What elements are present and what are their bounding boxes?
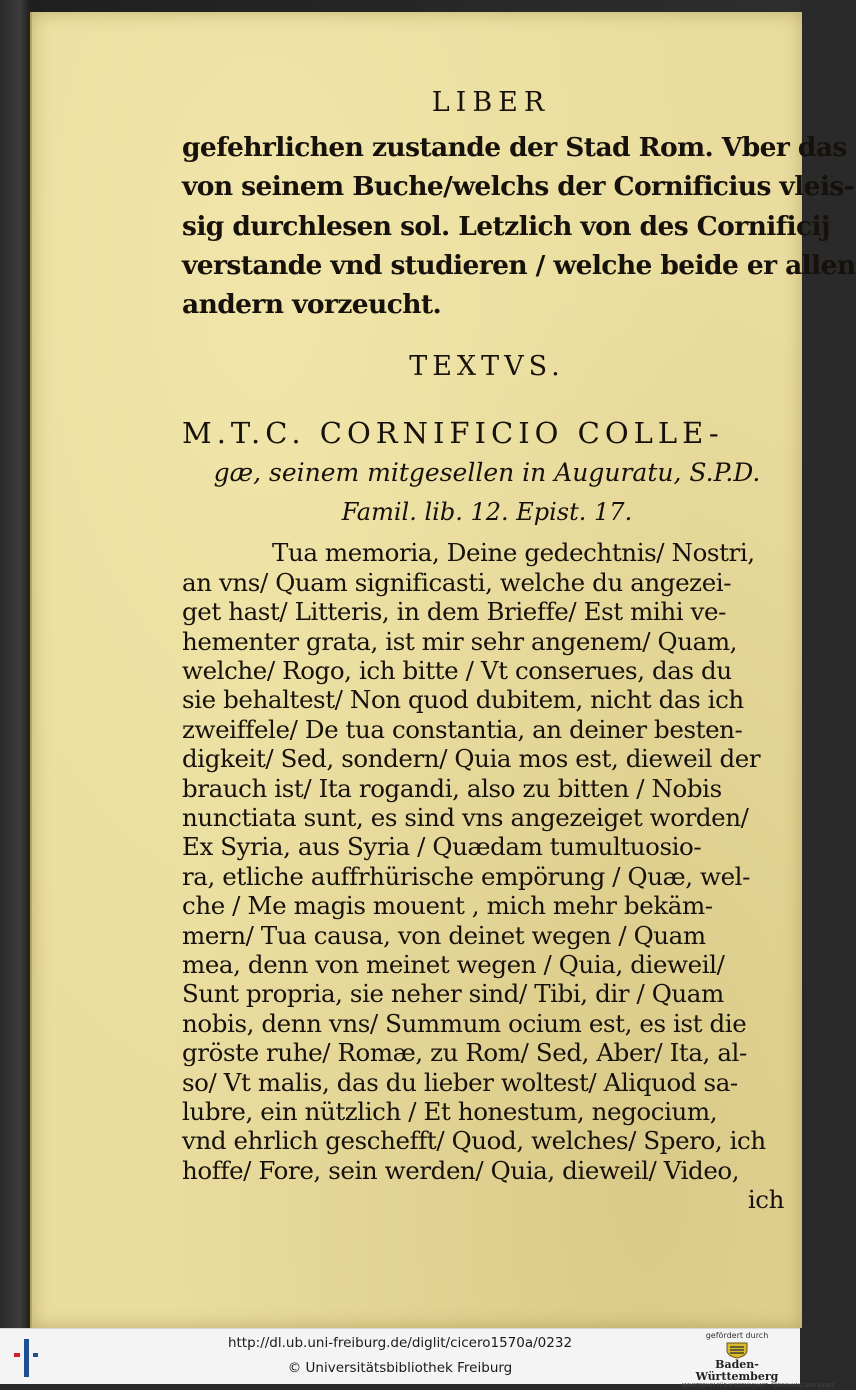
sponsor-badge bbox=[682, 1331, 835, 1389]
body-line: hementer grata, ist mir sehr angenem/ Quam, bbox=[182, 626, 738, 656]
permalink-url[interactable]: http://dl.ub.uni-freiburg.de/diglit/cicero1570a/0232 bbox=[227, 1335, 573, 1351]
intro-line: sig durchlesen sol. Letzlich von des Cornificij bbox=[182, 210, 830, 242]
intro-paragraph bbox=[182, 128, 856, 324]
body-line: digkeit/ Sed, sondern/ Quia mos est, dieweil der bbox=[182, 744, 761, 774]
body-line: get hast/ Litteris, in dem Brieffe/ Est mihi ve- bbox=[182, 597, 726, 627]
body-line: brauch ist/ Ita rogandi, also zu bitten / Nobis bbox=[182, 773, 722, 803]
sponsor-name: Baden-Württemberg bbox=[695, 1358, 779, 1383]
salutation-line-3: Famil. lib. 12. Epist. 17. bbox=[341, 498, 633, 527]
sponsor-ministry: MINISTERIUM FÜR WISSENSCHAFT, FORSCHUNG UND KUNST bbox=[682, 1383, 835, 1389]
section-heading: TEXTVS. bbox=[409, 351, 565, 383]
salutation-line-1: M.T.C. CORNIFICIO COLLE- bbox=[182, 416, 724, 451]
letter-body bbox=[182, 538, 792, 1214]
body-line: welche/ Rogo, ich bitte / Vt conserues, das du bbox=[182, 656, 732, 686]
catchword: ich bbox=[747, 1185, 784, 1215]
intro-line: verstande vnd studieren / welche beide er allen bbox=[182, 249, 856, 281]
body-line: Sunt propria, sie neher sind/ Tibi, dir / Quam bbox=[182, 979, 724, 1009]
page-text bbox=[182, 84, 856, 1215]
body-line: nobis, denn vns/ Summum ocium est, es ist die bbox=[182, 1008, 747, 1038]
sponsor-label: gefördert durch bbox=[705, 1331, 769, 1340]
body-line: lubre, ein nützlich / Et honestum, negocium, bbox=[182, 1096, 718, 1126]
body-line: so/ Vt malis, das du lieber woltest/ Aliquod sa- bbox=[182, 1067, 738, 1097]
body-line: zweiffele/ De tua constantia, an deiner besten- bbox=[182, 714, 743, 744]
body-line: nunctiata sunt, es sind vns angezeiget worden/ bbox=[182, 803, 749, 832]
intro-line: gefehrlichen zustande der Stad Rom. Vber das bbox=[182, 132, 847, 163]
body-line: vnd ehrlich geschefft/ Quod, welches/ Spero, ich bbox=[182, 1126, 766, 1156]
state-crest-icon bbox=[724, 1341, 750, 1359]
viewer-footer bbox=[0, 1328, 835, 1389]
copyright-notice: © Universitätsbibliothek Freiburg bbox=[287, 1360, 513, 1376]
intro-line: andern vorzeucht. bbox=[182, 289, 442, 321]
running-head: LIBER bbox=[431, 87, 551, 118]
body-line: mea, denn von meinet wegen / Quia, dieweil/ bbox=[182, 949, 725, 979]
body-line: mern/ Tua causa, von deinet wegen / Quam bbox=[182, 920, 706, 950]
body-line: an vns/ Quam significasti, welche du angezei- bbox=[182, 567, 732, 597]
body-line: che / Me magis mouent , mich mehr bekäm- bbox=[182, 891, 713, 921]
body-line: ra, etliche auffrhürische empörung / Quæ, wel- bbox=[182, 861, 750, 891]
body-line: gröste ruhe/ Romæ, zu Rom/ Sed, Aber/ Ita, al- bbox=[182, 1038, 747, 1068]
intro-line: von seinem Buche/welchs der Cornificius vleis- bbox=[182, 171, 855, 203]
body-line: Tua memoria, Deine gedechtnis/ Nostri, bbox=[272, 538, 755, 568]
body-line: hoffe/ Fore, sein werden/ Quia, dieweil/ Video, bbox=[182, 1155, 740, 1185]
salutation-line-2: gæ, seinem mitgesellen in Auguratu, S.P.D. bbox=[213, 458, 761, 488]
body-line: sie behaltest/ Non quod dubitem, nicht das ich bbox=[182, 685, 744, 715]
body-line: Ex Syria, aus Syria / Quædam tumultuosio- bbox=[182, 832, 702, 862]
book-page bbox=[30, 12, 856, 1328]
